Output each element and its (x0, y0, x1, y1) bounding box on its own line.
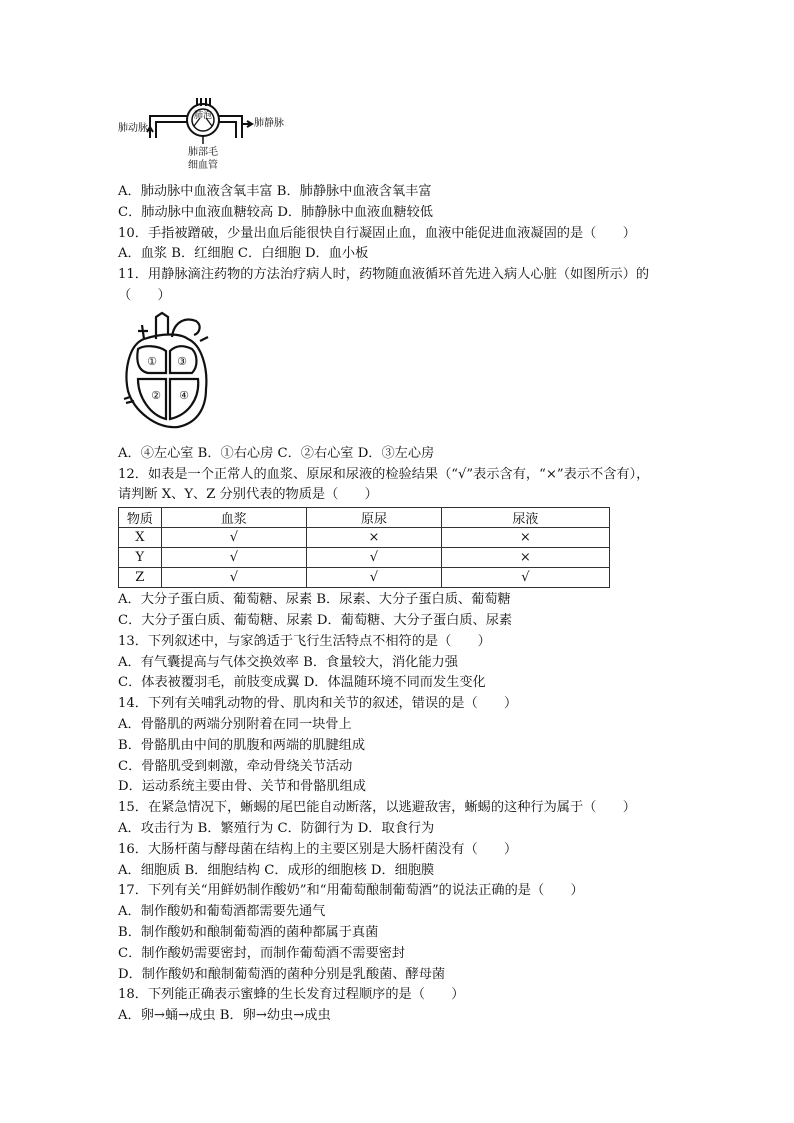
text-line: A．攻击行为 B．繁殖行为 C．防御行为 D．取食行为 (118, 820, 435, 836)
text-line: 18．下列能正确表示蜜蜂的生长发育过程顺序的是（ ） (118, 987, 465, 1003)
table-header-cell: 血浆 (161, 508, 306, 528)
text-line: 13．下列叙述中，与家鸽适于飞行生活特点不相符的是（ ） (118, 633, 491, 649)
text-line: 15．在紧急情况下，蜥蜴的尾巴能自动断落，以逃避敌害，蜥蜴的这种行为属于（ ） (118, 800, 636, 816)
table-cell: √ (161, 568, 306, 588)
table-row (119, 528, 610, 548)
chamber-label-2: ② (151, 388, 161, 402)
pulmonary-vein-label: 肺静脉 (254, 118, 284, 129)
table-cell: × (441, 548, 609, 568)
table-header-cell: 原尿 (307, 508, 442, 528)
table-cell: √ (307, 548, 442, 568)
table-cell: √ (441, 568, 609, 588)
text-line: 10．手指被蹭破，少量出血后能很快自行凝固止血，血液中能促进血液凝固的是（ ） (118, 225, 636, 241)
table-row (119, 568, 610, 588)
text-block-2 (118, 444, 678, 506)
table-header-row (119, 508, 610, 528)
heart-figure (122, 311, 212, 436)
chamber-label-4: ④ (179, 388, 189, 402)
text-line: A．肺动脉中血液含氧丰富 B．肺静脉中血液含氧丰富 (118, 184, 432, 199)
pulmonary-artery-label: 肺动脉 (118, 123, 148, 134)
text-line: A．卵→蛹→成虫 B．卵→幼虫→成虫 (118, 1008, 331, 1024)
table-cell: × (307, 528, 442, 548)
text-line: A．血浆 B．红细胞 C．白细胞 D．血小板 (118, 246, 369, 262)
table-cell: Y (119, 548, 162, 568)
table-header-cell: 物质 (119, 508, 162, 528)
lung-circulation-figure (118, 96, 318, 178)
text-line: D．运动系统主要由骨、关节和骨骼肌组成 (118, 779, 366, 795)
text-line: A．制作酸奶和葡萄酒都需要先通气 (118, 904, 326, 920)
text-block-3 (118, 590, 678, 1027)
capillary-label-1: 肺部毛 (188, 147, 218, 158)
chamber-label-3: ③ (177, 354, 187, 368)
text-line: C．制作酸奶需要密封，而制作葡萄酒不需要密封 (118, 945, 406, 961)
test-results-table (118, 507, 610, 588)
table-cell: √ (161, 548, 306, 568)
text-line: A．骨骼肌的两端分别附着在同一块骨上 (118, 716, 352, 732)
chamber-label-1: ① (147, 354, 157, 368)
table-cell: × (441, 528, 609, 548)
text-line: （ ） (118, 287, 171, 303)
text-line: C．肺动脉中血液血糖较高 D．肺静脉中血液血糖较低 (118, 204, 433, 220)
text-line: A．有气囊提高与气体交换效率 B．食量较大，消化能力强 (118, 654, 458, 670)
table-cell: √ (161, 528, 306, 548)
text-line: 14．下列有关哺乳动物的骨、肌肉和关节的叙述，错误的是（ ） (118, 696, 518, 712)
table-header-cell: 尿液 (441, 508, 609, 528)
text-line: C．体表被覆羽毛，前肢变成翼 D．体温随环境不同而发生变化 (118, 675, 486, 691)
text-line: 17．下列有关“用鲜奶制作酸奶”和“用葡萄酿制葡萄酒”的说法正确的是（ ） (118, 883, 584, 899)
text-line: A．④左心室 B．①右心房 C．②右心室 D．③左心房 (118, 445, 435, 461)
text-line: A．细胞质 B．细胞结构 C．成形的细胞核 D．细胞膜 (118, 862, 435, 878)
table-cell: √ (307, 568, 442, 588)
text-line: 16．大肠杆菌与酵母菌在结构上的主要区别是大肠杆菌没有（ ） (118, 841, 518, 857)
alveolus-label: 肺泡 (193, 111, 213, 121)
text-line: 12．如表是一个正常人的血浆、原尿和尿液的检验结果（“√”表示含有，“×”表示不含有）， (118, 466, 650, 482)
text-line: D．制作酸奶和酿制葡萄酒的菌种分别是乳酸菌、酵母菌 (118, 966, 446, 982)
text-line: 请判断 X、Y、Z 分别代表的物质是（ ） (118, 487, 378, 503)
text-line: 11．用静脉滴注药物的方法治疗病人时，药物随血液循环首先进入病人心脏（如图所示）的 (118, 267, 650, 283)
text-line: B．骨骼肌由中间的肌腹和两端的肌腱组成 (118, 737, 366, 753)
text-line: C．骨骼肌受到刺激，牵动骨绕关节活动 (118, 758, 353, 774)
text-line: C．大分子蛋白质、葡萄糖、尿素 D．葡萄糖、大分子蛋白质、尿素 (118, 612, 513, 628)
table-row (119, 548, 610, 568)
exam-page (118, 96, 678, 1027)
text-block-1 (118, 182, 678, 307)
text-line: A．大分子蛋白质、葡萄糖、尿素 B．尿素、大分子蛋白质、葡萄糖 (118, 592, 511, 608)
table-cell: X (119, 528, 162, 548)
table-cell: Z (119, 568, 162, 588)
capillary-label-2: 细血管 (188, 160, 218, 171)
text-line: B．制作酸奶和酿制葡萄酒的菌种都属于真菌 (118, 924, 379, 940)
